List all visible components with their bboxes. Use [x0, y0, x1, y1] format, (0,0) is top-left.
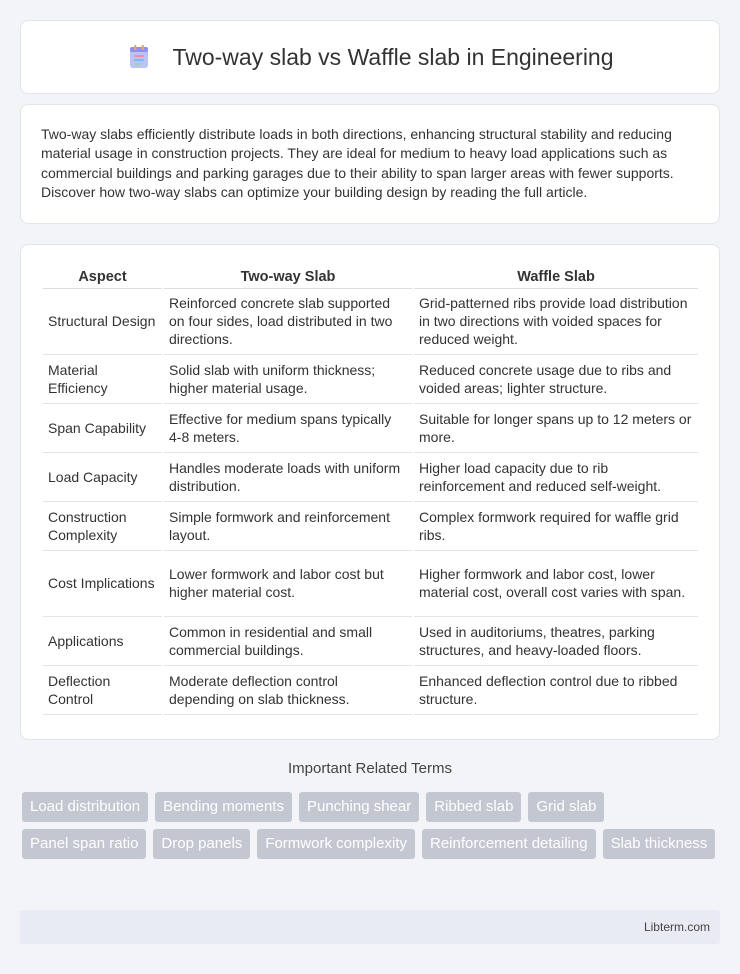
cell-two-way-slab: Handles moderate loads with uniform distribution.	[163, 452, 413, 501]
footer-source: Libterm.com	[643, 920, 710, 934]
cell-two-way-slab: Effective for medium spans typically 4-8 meters.	[163, 403, 413, 452]
related-term-tag[interactable]: Grid slab	[528, 792, 604, 822]
table-row	[43, 550, 698, 616]
cell-aspect: Structural Design	[43, 288, 163, 354]
footer	[20, 910, 720, 944]
cell-waffle-slab: Higher formwork and labor cost, lower material cost, overall cost varies with span.	[413, 550, 698, 616]
cell-waffle-slab: Enhanced deflection control due to ribbed structure.	[413, 665, 698, 714]
table-row	[43, 403, 698, 452]
related-term-tag[interactable]: Drop panels	[153, 829, 250, 859]
related-term-tag[interactable]: Punching shear	[299, 792, 419, 822]
table-row	[43, 452, 698, 501]
cell-two-way-slab: Common in residential and small commercial buildings.	[163, 616, 413, 665]
related-term-tag[interactable]: Reinforcement detailing	[422, 829, 596, 859]
cell-two-way-slab: Simple formwork and reinforcement layout.	[163, 501, 413, 550]
cell-waffle-slab: Grid-patterned ribs provide load distribution in two directions with voided spaces for reduced weight.	[413, 288, 698, 354]
table-row	[43, 616, 698, 665]
table-row	[43, 665, 698, 714]
related-term-tag[interactable]: Formwork complexity	[257, 829, 415, 859]
related-terms-heading: Important Related Terms	[288, 760, 452, 777]
cell-aspect: Construction Complexity	[43, 501, 163, 550]
table-header-row	[43, 267, 698, 288]
table-row	[43, 288, 698, 354]
cell-waffle-slab: Complex formwork required for waffle grid ribs.	[413, 501, 698, 550]
column-header-aspect: Aspect	[43, 267, 163, 288]
cell-waffle-slab: Used in auditoriums, theatres, parking structures, and heavy-loaded floors.	[413, 616, 698, 665]
related-term-tag[interactable]: Panel span ratio	[22, 829, 146, 859]
related-term-tag[interactable]: Bending moments	[155, 792, 292, 822]
column-header-two-way-slab: Two-way Slab	[163, 267, 413, 288]
table-row	[43, 354, 698, 403]
cell-two-way-slab: Solid slab with uniform thickness; higher material usage.	[163, 354, 413, 403]
cell-two-way-slab: Reinforced concrete slab supported on four sides, load distributed in two directions.	[163, 288, 413, 354]
cell-aspect: Applications	[43, 616, 163, 665]
related-term-tag[interactable]: Slab thickness	[603, 829, 716, 859]
related-term-tag[interactable]: Ribbed slab	[426, 792, 521, 822]
cell-two-way-slab: Moderate deflection control depending on slab thickness.	[163, 665, 413, 714]
cell-waffle-slab: Suitable for longer spans up to 12 meters or more.	[413, 403, 698, 452]
cell-waffle-slab: Higher load capacity due to rib reinforcement and reduced self-weight.	[413, 452, 698, 501]
cell-aspect: Deflection Control	[43, 665, 163, 714]
page-title: Two-way slab vs Waffle slab in Engineering	[172, 43, 614, 70]
title-card	[20, 20, 720, 94]
cell-aspect: Cost Implications	[43, 550, 163, 616]
cell-aspect: Load Capacity	[43, 452, 163, 501]
cell-aspect: Span Capability	[43, 403, 163, 452]
related-terms-list	[22, 792, 722, 859]
intro-card	[20, 104, 720, 224]
intro-paragraph: Two-way slabs efficiently distribute loads in both directions, enhancing structural stability and reducing material usage in construction projects. They are ideal for medium to heavy load applications such as commercial buildings and parking garages due to their ability to span larger areas with fewer supports. Discover how two-way slabs can optimize your building design by reading the full article.	[41, 126, 674, 201]
comparison-card	[20, 244, 720, 740]
table-row	[43, 501, 698, 550]
cell-aspect: Material Efficiency	[43, 354, 163, 403]
comparison-table	[43, 267, 698, 715]
cell-two-way-slab: Lower formwork and labor cost but higher material cost.	[163, 550, 413, 616]
column-header-waffle-slab: Waffle Slab	[413, 267, 698, 288]
cell-waffle-slab: Reduced concrete usage due to ribs and voided areas; lighter structure.	[413, 354, 698, 403]
document-icon	[126, 44, 152, 70]
related-term-tag[interactable]: Load distribution	[22, 792, 148, 822]
